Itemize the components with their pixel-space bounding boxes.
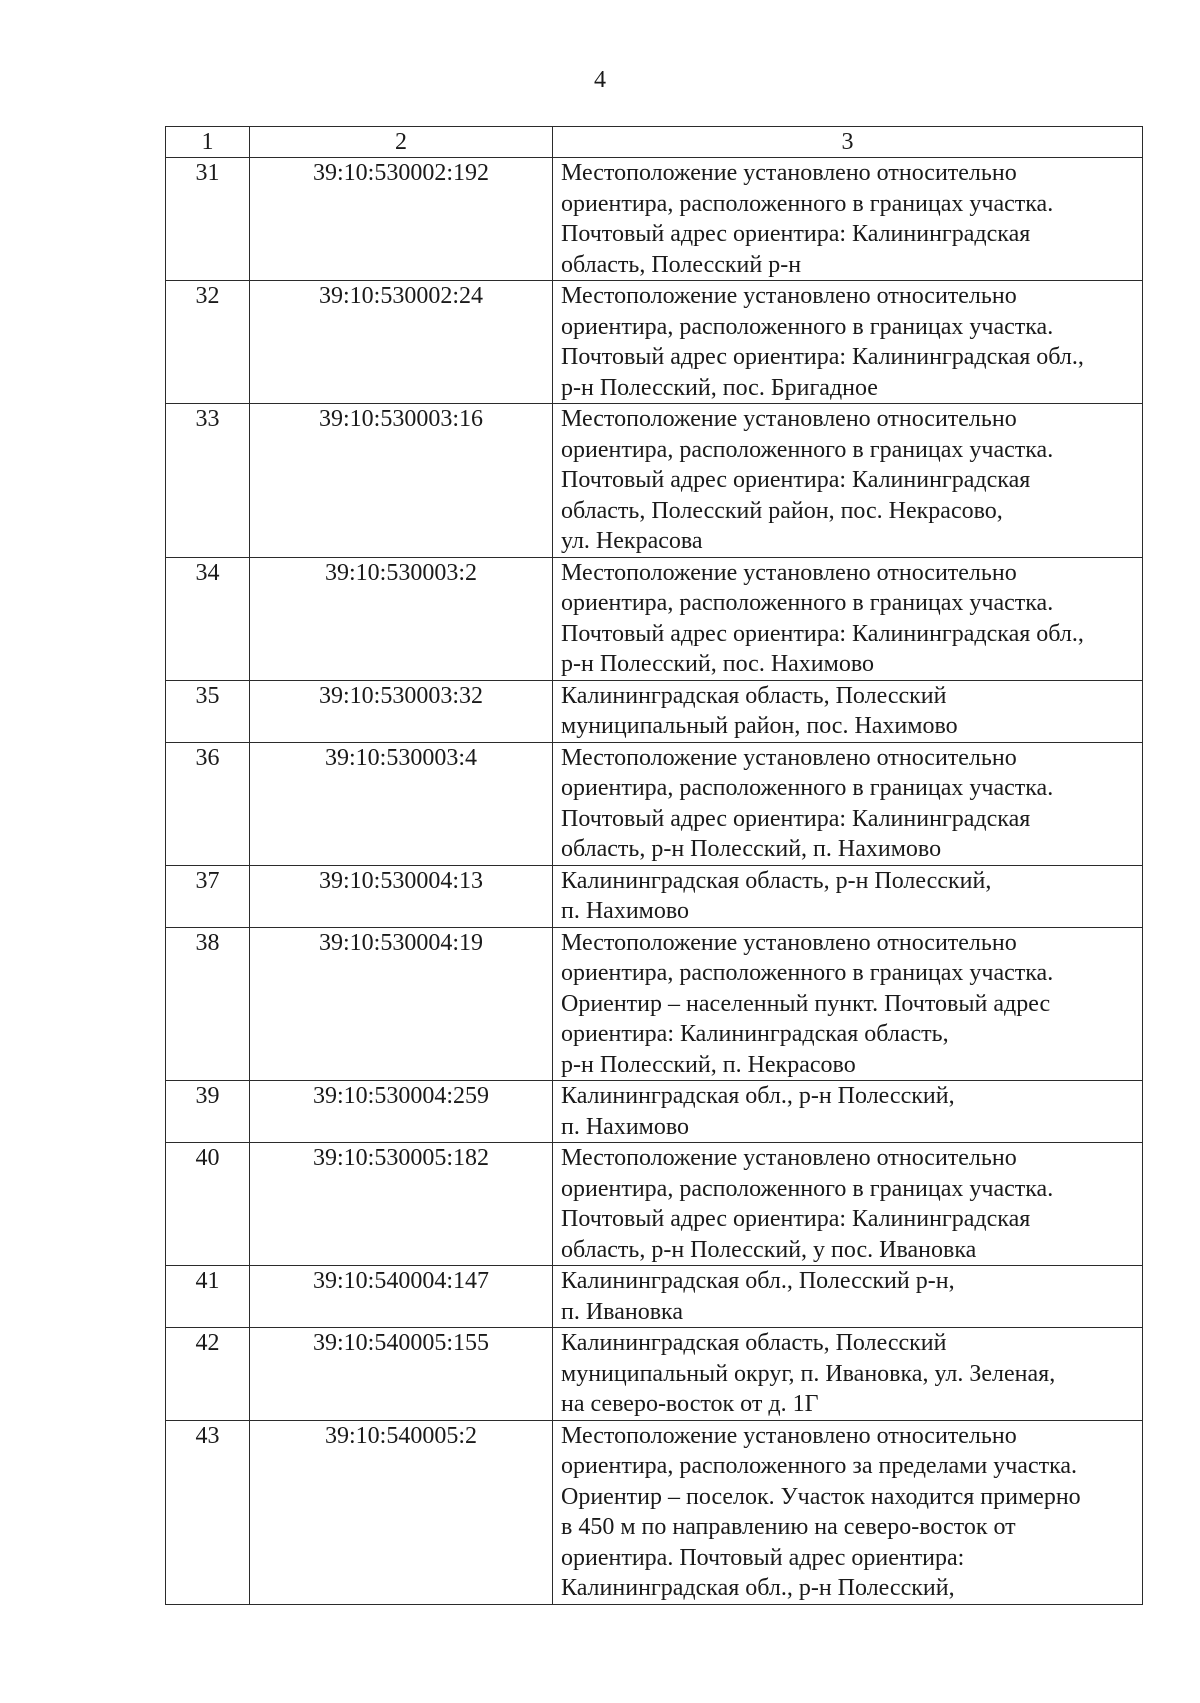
location-description: Местоположение установлено относительно ориентира, расположенного в границах участка. Почтовый адрес ориентира: Калининградская обл., р-н Полесский, пос. Нахимово [553, 557, 1143, 680]
cadastral-number: 39:10:530003:4 [250, 742, 553, 865]
row-number: 35 [166, 680, 250, 742]
location-description: Местоположение установлено относительно ориентира, расположенного в границах участка. Почтовый адрес ориентира: Калининградская область, Полесский р-н [553, 158, 1143, 281]
row-number: 32 [166, 281, 250, 404]
location-description: Калининградская область, р-н Полесский, п. Нахимово [553, 865, 1143, 927]
row-number: 42 [166, 1328, 250, 1421]
column-number-header: 2 [250, 127, 553, 158]
page-number: 4 [594, 67, 606, 93]
table-header-row [166, 127, 1143, 158]
location-description: Калининградская область, Полесский муниципальный район, пос. Нахимово [553, 680, 1143, 742]
row-number: 34 [166, 557, 250, 680]
table-row [166, 1081, 1143, 1143]
cadastral-number: 39:10:530002:192 [250, 158, 553, 281]
row-number: 38 [166, 927, 250, 1081]
table-row [166, 557, 1143, 680]
location-description: Местоположение установлено относительно ориентира, расположенного в границах участка. Почтовый адрес ориентира: Калининградская обл., р-н Полесский, пос. Бригадное [553, 281, 1143, 404]
cadastral-number: 39:10:530003:2 [250, 557, 553, 680]
table-row [166, 927, 1143, 1081]
cadastral-number: 39:10:540005:2 [250, 1420, 553, 1604]
cadastral-number: 39:10:540005:155 [250, 1328, 553, 1421]
location-description: Местоположение установлено относительно ориентира, расположенного в границах участка. Ориентир – населенный пункт. Почтовый адрес ориентира: Калининградская область, р-н Полесский, п. Некрасово [553, 927, 1143, 1081]
location-description: Калининградская обл., р-н Полесский, п. Нахимово [553, 1081, 1143, 1143]
location-description: Калининградская область, Полесский муниципальный округ, п. Ивановка, ул. Зеленая, на северо-восток от д. 1Г [553, 1328, 1143, 1421]
cadastral-number: 39:10:530003:32 [250, 680, 553, 742]
location-description: Местоположение установлено относительно ориентира, расположенного в границах участка. Почтовый адрес ориентира: Калининградская область, р-н Полесский, п. Нахимово [553, 742, 1143, 865]
table-row [166, 1266, 1143, 1328]
cadastral-number: 39:10:530004:259 [250, 1081, 553, 1143]
row-number: 33 [166, 404, 250, 558]
location-description: Калининградская обл., Полесский р-н, п. Ивановка [553, 1266, 1143, 1328]
column-number-header: 3 [553, 127, 1143, 158]
table-row [166, 865, 1143, 927]
cadastral-number: 39:10:530004:19 [250, 927, 553, 1081]
row-number: 36 [166, 742, 250, 865]
row-number: 40 [166, 1143, 250, 1266]
table-row [166, 680, 1143, 742]
row-number: 39 [166, 1081, 250, 1143]
cadastral-number: 39:10:530002:24 [250, 281, 553, 404]
table-row [166, 1143, 1143, 1266]
table-row [166, 1420, 1143, 1604]
row-number: 41 [166, 1266, 250, 1328]
table-row [166, 281, 1143, 404]
land-plots-table [165, 126, 1143, 1605]
column-number-header: 1 [166, 127, 250, 158]
table-row [166, 742, 1143, 865]
cadastral-number: 39:10:530003:16 [250, 404, 553, 558]
table-row [166, 404, 1143, 558]
location-description: Местоположение установлено относительно ориентира, расположенного в границах участка. Почтовый адрес ориентира: Калининградская область, р-н Полесский, у пос. Ивановка [553, 1143, 1143, 1266]
row-number: 37 [166, 865, 250, 927]
cadastral-number: 39:10:540004:147 [250, 1266, 553, 1328]
row-number: 43 [166, 1420, 250, 1604]
table-body [166, 127, 1143, 1605]
location-description: Местоположение установлено относительно ориентира, расположенного за пределами участка. Ориентир – поселок. Участок находится примерно в 450 м по направлению на северо-восток от ориентира. Почтовый адрес ориентира: Калининградская обл., р-н Полесский, [553, 1420, 1143, 1604]
location-description: Местоположение установлено относительно ориентира, расположенного в границах участка. Почтовый адрес ориентира: Калининградская область, Полесский район, пос. Некрасово, ул. Некрасова [553, 404, 1143, 558]
row-number: 31 [166, 158, 250, 281]
cadastral-number: 39:10:530004:13 [250, 865, 553, 927]
table-row [166, 158, 1143, 281]
table-row [166, 1328, 1143, 1421]
cadastral-number: 39:10:530005:182 [250, 1143, 553, 1266]
